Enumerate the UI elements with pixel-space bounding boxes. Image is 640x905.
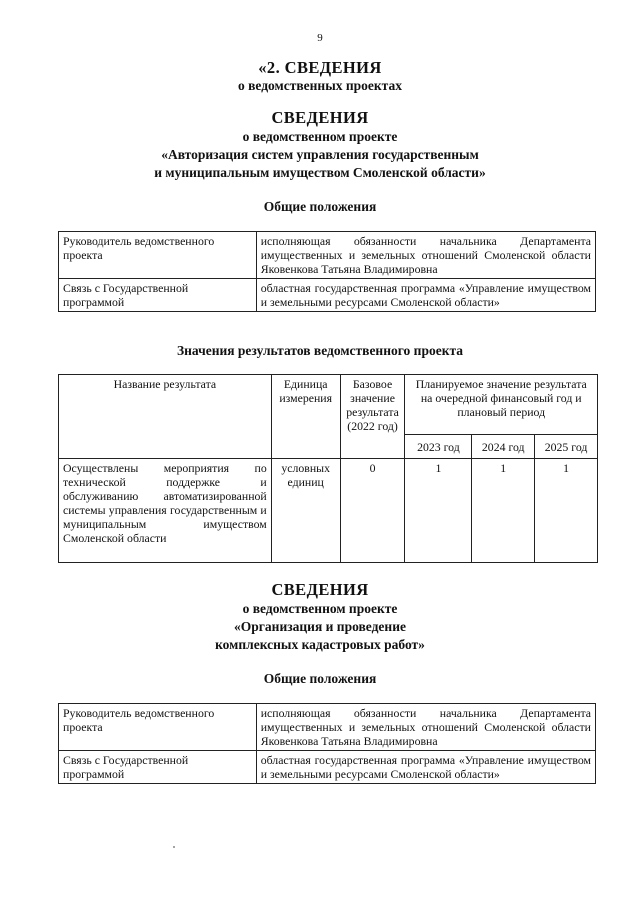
header-base: Базовое значение результата (2022 год)	[340, 375, 405, 459]
project1-heading: СВЕДЕНИЯ	[271, 108, 369, 127]
project1-line2: «Авторизация систем управления государственным	[161, 147, 479, 162]
project1-line1: о ведомственном проекте	[242, 129, 398, 144]
page-number: 9	[317, 32, 323, 44]
table-row	[59, 459, 598, 563]
header-year: 2023 год	[405, 435, 472, 459]
value-cell: областная государственная программа «Управление имуществом и земельными ресурсами Смоленской области»	[256, 279, 595, 312]
scan-speck	[173, 846, 175, 848]
table-row	[59, 279, 596, 312]
table-row	[59, 751, 596, 784]
header-planned: Планируемое значение результата на очередной финансовый год и плановый период	[405, 375, 598, 435]
project2-line2: «Организация и проведение	[234, 619, 406, 634]
project2-line1: о ведомственном проекте	[242, 601, 398, 616]
value-cell: областная государственная программа «Управление имуществом и земельными ресурсами Смоленской области»	[256, 751, 595, 784]
project1-line3: и муниципальным имуществом Смоленской области»	[154, 165, 486, 180]
header-year: 2025 год	[535, 435, 598, 459]
table-row	[59, 704, 596, 751]
project2-general-table	[58, 703, 596, 784]
results-heading: Значения результатов ведомственного проекта	[176, 343, 464, 358]
result-name-cell: Осуществлены мероприятия по технической поддержке и обслуживанию автоматизированной системы управления государственным и муниципальным имуществом Смоленской области	[59, 459, 272, 563]
label-cell: Руководитель ведомственного проекта	[59, 704, 257, 751]
header-unit: Единица измерения	[271, 375, 340, 459]
results-table	[58, 374, 598, 563]
value-2024-cell: 1	[472, 459, 535, 563]
label-cell: Связь с Государственной программой	[59, 279, 257, 312]
header-year: 2024 год	[472, 435, 535, 459]
header-name: Название результата	[59, 375, 272, 459]
base-cell: 0	[340, 459, 405, 563]
value-cell: исполняющая обязанности начальника Департамента имущественных и земельных отношений Смоленской области Яковенкова Татьяна Владимировна	[256, 704, 595, 751]
section-subtitle: о ведомственных проектах	[238, 78, 402, 93]
value-2023-cell: 1	[405, 459, 472, 563]
label-cell: Связь с Государственной программой	[59, 751, 257, 784]
table-header-row	[59, 375, 598, 435]
project2-general-heading: Общие положения	[263, 671, 377, 686]
project2-line3: комплексных кадастровых работ»	[215, 637, 425, 652]
project2-heading: СВЕДЕНИЯ	[271, 580, 369, 599]
project1-general-table	[58, 231, 596, 312]
value-cell: исполняющая обязанности начальника Департамента имущественных и земельных отношений Смоленской области Яковенкова Татьяна Владимировна	[256, 232, 595, 279]
project1-general-heading: Общие положения	[263, 199, 377, 214]
value-2025-cell: 1	[535, 459, 598, 563]
unit-cell: условных единиц	[271, 459, 340, 563]
table-row	[59, 232, 596, 279]
label-cell: Руководитель ведомственного проекта	[59, 232, 257, 279]
section-title: «2. СВЕДЕНИЯ	[258, 58, 382, 77]
